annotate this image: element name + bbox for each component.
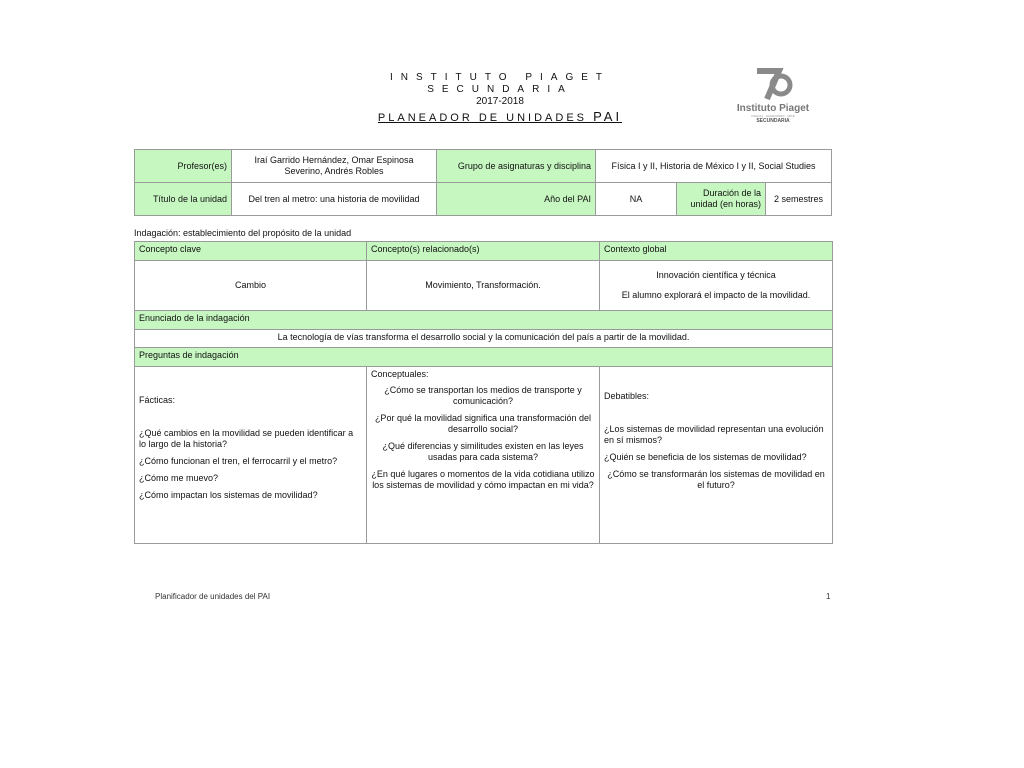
statement-header: Enunciado de la indagación xyxy=(135,311,833,330)
factual-questions-cell xyxy=(135,367,367,544)
footer-planner-label: Planificador de unidades del PAI xyxy=(155,592,271,601)
debatable-questions-cell xyxy=(600,367,833,544)
key-concept-header: Concepto clave xyxy=(135,242,367,261)
conceptual-question: ¿Por qué la movilidad significa una transformación del desarrollo social? xyxy=(374,413,592,434)
conceptual-question: ¿En qué lugares o momentos de la vida cotidiana utilizo los sistemas de movilidad y cómo impactan en mi vida? xyxy=(371,469,595,490)
logo-section: SECUNDARIA xyxy=(756,118,790,124)
school-year: 2017-2018 xyxy=(476,96,524,107)
teacher-label: Profesor(es) xyxy=(135,150,232,183)
year-value: NA xyxy=(596,183,677,216)
logo-tagline: CIENCIA · HUMANISMO · ARTE xyxy=(751,114,795,118)
teacher-value: Iraí Garrido Hernández, Omar Espinosa Severino, Andrés Robles xyxy=(232,150,437,183)
global-context-text: El alumno explorará el impacto de la movilidad. xyxy=(621,290,811,300)
year-label: Año del PAI xyxy=(437,183,596,216)
title-value: Del tren al metro: una historia de movilidad xyxy=(232,183,437,216)
piaget-logo-icon xyxy=(753,68,793,102)
conceptual-label: Conceptuales: xyxy=(371,369,429,379)
debatable-question: ¿Quién se beneficia de los sistemas de movilidad? xyxy=(604,452,807,462)
factual-question: ¿Qué cambios en la movilidad se pueden identificar a lo largo de la historia? xyxy=(139,428,354,449)
related-concepts-value: Movimiento, Transformación. xyxy=(367,261,600,311)
group-value: Física I y II, Historia de México I y II, Social Studies xyxy=(596,150,832,183)
questions-header: Preguntas de indagación xyxy=(135,348,833,367)
global-context-header: Contexto global xyxy=(600,242,833,261)
conceptual-question: ¿Qué diferencias y similitudes existen en las leyes usadas para cada sistema? xyxy=(382,441,584,462)
related-concepts-header: Concepto(s) relacionado(s) xyxy=(367,242,600,261)
duration-value: 2 semestres xyxy=(766,183,832,216)
school-level: SECUNDARIA xyxy=(427,84,573,95)
institution-name: INSTITUTO PIAGET xyxy=(389,72,611,83)
global-context-title: Innovación científica y técnica xyxy=(656,270,776,280)
debatable-question: ¿Cómo se transformarán los sistemas de movilidad en el futuro? xyxy=(607,469,825,490)
global-context-cell xyxy=(600,261,833,311)
factual-question: ¿Cómo impactan los sistemas de movilidad? xyxy=(139,490,318,500)
factual-label: Fácticas: xyxy=(139,395,176,405)
factual-question: ¿Cómo me muevo? xyxy=(139,473,219,483)
logo-name: Instituto Piaget xyxy=(736,103,810,114)
key-concept-value: Cambio xyxy=(135,261,367,311)
planner-title: PLANEADOR DE UNIDADES PAI xyxy=(377,109,623,124)
duration-label: Duración de la unidad (en horas) xyxy=(677,183,766,216)
statement-value: La tecnología de vías transforma el desarrollo social y la comunicación del país a partir de la movilidad. xyxy=(135,330,833,348)
page-number: 1 xyxy=(826,592,831,601)
unit-info-table xyxy=(134,149,832,216)
conceptual-questions-cell xyxy=(367,367,600,544)
title-label: Título de la unidad xyxy=(135,183,232,216)
inquiry-section-title: Indagación: establecimiento del propósito de la unidad xyxy=(134,228,352,238)
conceptual-question: ¿Cómo se transportan los medios de transporte y comunicación? xyxy=(384,385,582,406)
group-label: Grupo de asignaturas y disciplina xyxy=(437,150,596,183)
factual-question: ¿Cómo funcionan el tren, el ferrocarril y el metro? xyxy=(139,456,338,466)
debatable-label: Debatibles: xyxy=(604,391,650,401)
debatable-question: ¿Los sistemas de movilidad representan una evolución en sí mismos? xyxy=(604,424,824,445)
document-header xyxy=(300,72,700,126)
institution-logo xyxy=(732,68,814,136)
inquiry-table xyxy=(134,241,833,544)
pai-acronym: PAI xyxy=(593,109,623,124)
